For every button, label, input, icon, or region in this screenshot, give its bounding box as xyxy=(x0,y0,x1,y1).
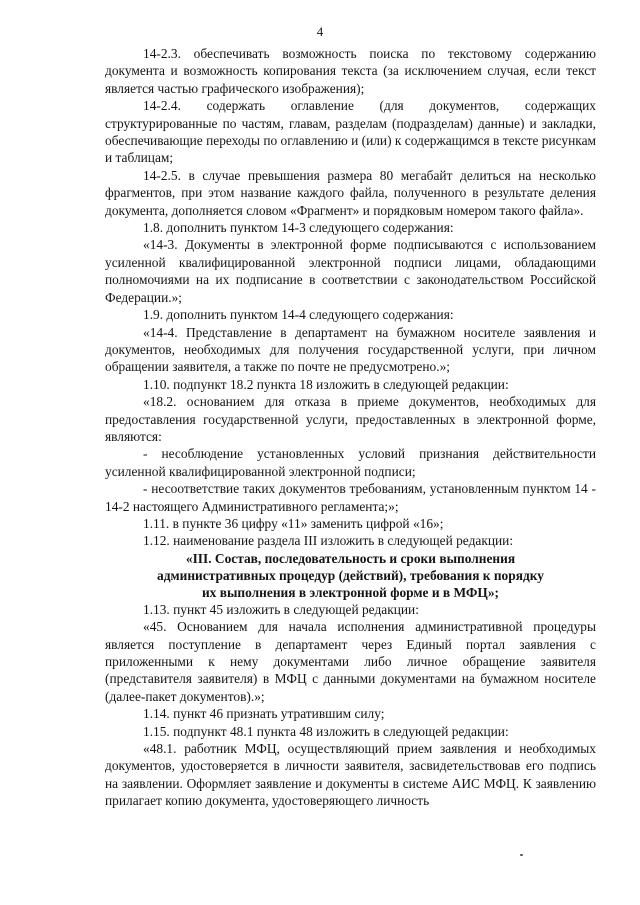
scan-speck xyxy=(520,854,523,856)
paragraph-14-2-4: 14-2.4. содержать оглавление (для документов, содержащих структурированные по частям, главам, разделам (подразделам) данные) и закладки, обеспечивающие переходы по оглавлению и (или) к содержащимся в тексте рисункам и таблицам; xyxy=(105,98,596,166)
paragraph-bullet-2: - несоответствие таких документов требованиям, установленным пунктом 14 - 14-2 настоящего Административного регламента;»; xyxy=(105,481,596,514)
paragraph-1-9: 1.9. дополнить пунктом 14-4 следующего содержания: xyxy=(143,307,454,323)
paragraph-14-4: «14-4. Представление в департамент на бумажном носителе заявления и документов, необходимых для получения государственной услуги, при личном обращении заявителя, а также по почте не предусмотрено.»; xyxy=(105,324,596,375)
section-heading xyxy=(105,550,596,601)
paragraph-1-11: 1.11. в пункте 36 цифру «11» заменить цифрой «16»; xyxy=(143,515,444,531)
page-number: 4 xyxy=(316,24,324,39)
paragraph-14-2-5: 14-2.5. в случае превышения размера 80 мегабайт делиться на несколько фрагментов, при этом название каждого файла, полученного в результате деления документа, дополняется словом «Фрагмент» и порядковым номером такого файла». xyxy=(105,167,596,218)
section-heading-line-3: их выполнения в электронной форме и в МФЦ»; xyxy=(201,584,500,600)
document-body xyxy=(105,45,596,810)
paragraph-1-15: 1.15. подпункт 48.1 пункта 48 изложить в следующей редакции: xyxy=(143,723,509,739)
paragraph-14-3: «14-3. Документы в электронной форме подписываются с использованием усиленной квалифицированной электронной подписи лицами, обладающими полномочиями на их подписание в соответствии с законодательством Российской Федерации.»; xyxy=(105,237,596,305)
paragraph-1-12: 1.12. наименование раздела III изложить в следующей редакции: xyxy=(143,533,514,549)
paragraph-bullet-1: - несоблюдение установленных условий признания действительности усиленной квалифицированной электронной подписи; xyxy=(105,446,596,479)
section-heading-line-1: «III. Состав, последовательность и сроки выполнения xyxy=(185,550,516,566)
paragraph-1-10: 1.10. подпункт 18.2 пункта 18 изложить в следующей редакции: xyxy=(143,376,509,392)
paragraph-45: «45. Основанием для начала исполнения административной процедуры является поступление в департамент через Единый портал заявления с приложенными к нему документами либо личное обращение заявителя (представителя заявителя) в МФЦ с данными документами на бумажном носителе (далее-пакет документов).»; xyxy=(105,619,596,704)
paragraph-1-13: 1.13. пункт 45 изложить в следующей редакции: xyxy=(143,601,419,617)
paragraph-1-8: 1.8. дополнить пунктом 14-3 следующего содержания: xyxy=(143,220,454,236)
paragraph-1-14: 1.14. пункт 46 признать утратившим силу; xyxy=(143,706,385,722)
paragraph-18-2: «18.2. основанием для отказа в приеме документов, необходимых для предоставления государственной услуги, предоставленных в электронной форме, являются: xyxy=(105,394,596,444)
paragraph-14-2-3: 14-2.3. обеспечивать возможность поиска по текстовому содержанию документа и возможность копирования текста (за исключением случая, если текст является частью графического изображения); xyxy=(105,46,596,96)
section-heading-line-2: административных процедур (действий), требования к порядку xyxy=(157,567,544,583)
paragraph-48-1: «48.1. работник МФЦ, осуществляющий прием заявления и необходимых документов, удостоверяется в личности заявителя, засвидетельствовав его подпись на заявлении. Оформляет заявление и документы в системе АИС МФЦ. К заявлению прилагает копию документа, удостоверяющего личность xyxy=(105,741,596,809)
